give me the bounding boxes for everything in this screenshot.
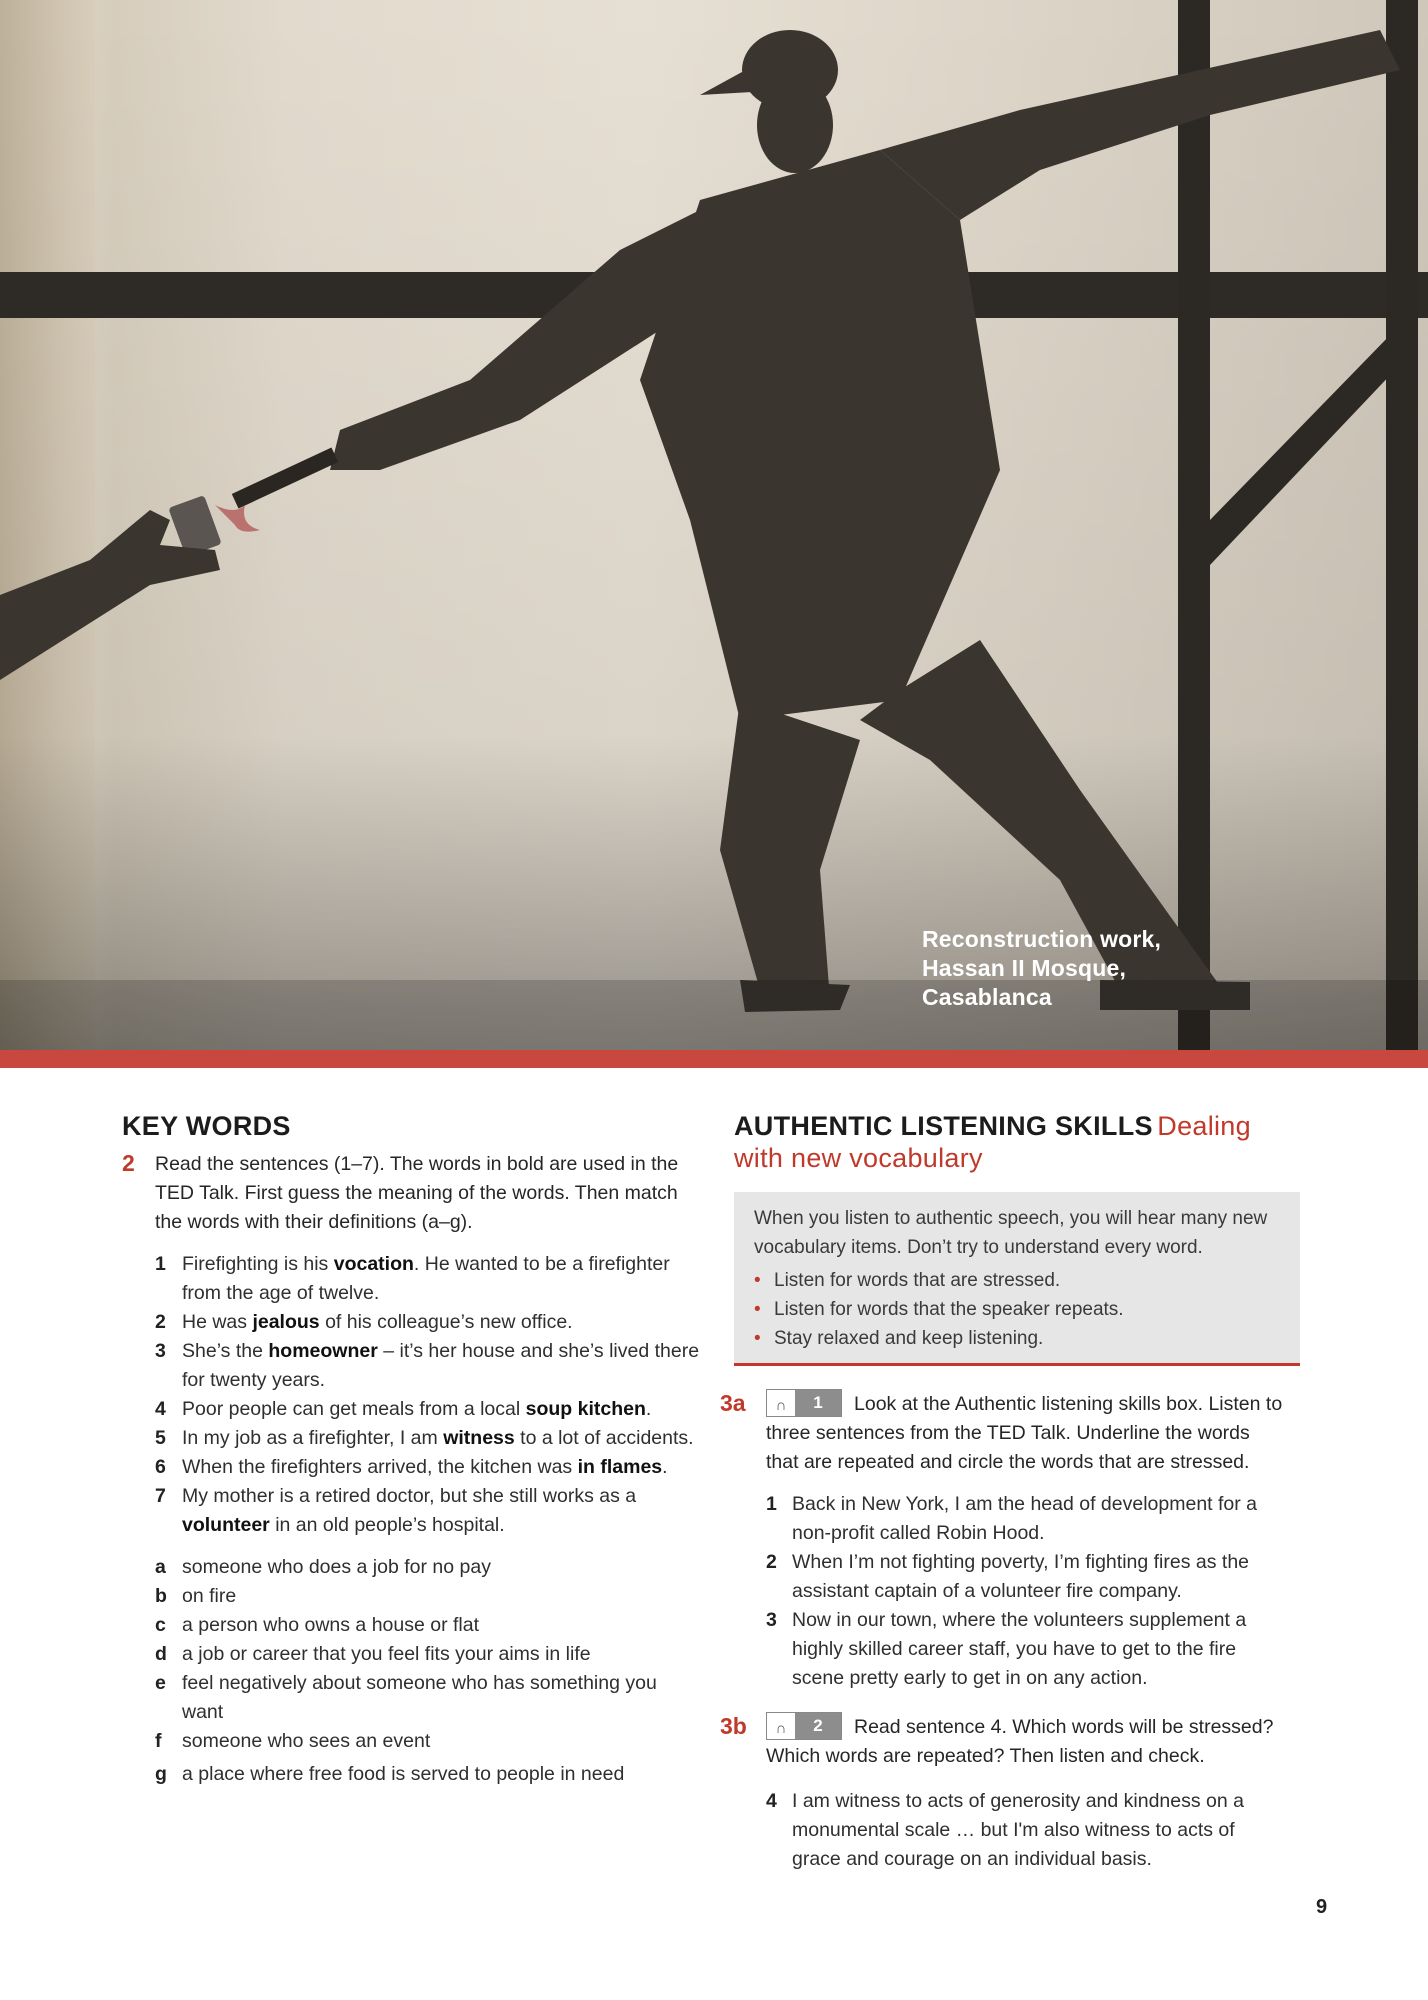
list-item: 1 Firefighting is his vocation. He wanted to be a firefighter from the age of twelve. (122, 1250, 702, 1308)
key-word: volunteer (182, 1514, 270, 1536)
bullet-icon: • (754, 1328, 761, 1349)
item-letter: g (155, 1763, 167, 1785)
tip-intro: When you listen to authentic speech, you will hear many new vocabulary items. Don’t try to understand every word. (754, 1208, 1268, 1258)
key-word: homeowner (268, 1340, 378, 1362)
tip-item: • Stay relaxed and keep listening. (754, 1324, 1280, 1353)
list-item: 4 I am witness to acts of generosity and kindness on a monumental scale … but I'm also witness to acts of grace and courage on an individual basis. (720, 1787, 1280, 1874)
listening-title: AUTHENTIC LISTENING SKILLS (734, 1111, 1153, 1141)
item-number: 6 (155, 1456, 166, 1478)
caption-line: Reconstruction work, (922, 926, 1162, 952)
listening-heading (720, 1110, 1294, 1174)
exercise-2 (122, 1150, 702, 1237)
skills-tip-box (734, 1192, 1300, 1366)
key-word: witness (443, 1427, 515, 1449)
list-item: 4 Poor people can get meals from a local soup kitchen. (122, 1395, 702, 1424)
list-item: 2 He was jealous of his colleague’s new office. (122, 1308, 702, 1337)
exercise-instruction: Read sentence 4. Which words will be stressed? Which words are repeated? Then listen and check. (766, 1716, 1274, 1767)
exercise-number: 3b (720, 1713, 747, 1739)
item-letter: d (155, 1643, 167, 1665)
audio-track-button[interactable] (766, 1389, 842, 1417)
key-word: in flames (577, 1456, 663, 1478)
list-item: f someone who sees an event (122, 1727, 702, 1756)
section-divider-band (0, 1050, 1428, 1068)
list-item: 7 My mother is a retired doctor, but she still works as a volunteer in an old people’s hospital. (122, 1482, 702, 1540)
sentence-list (122, 1250, 702, 1540)
list-item: c a person who owns a house or flat (122, 1611, 702, 1640)
sentence-list (720, 1787, 1280, 1874)
item-number: 1 (155, 1253, 166, 1275)
item-number: 2 (155, 1311, 166, 1333)
track-number: 1 (795, 1390, 841, 1416)
item-number: 4 (155, 1398, 166, 1420)
item-letter: f (155, 1730, 162, 1752)
list-item: e feel negatively about someone who has something you want (122, 1669, 702, 1727)
exercise-instruction: Look at the Authentic listening skills box. Listen to three sentences from the TED Talk. Underline the words that are repeated and circle the words that are stressed. (766, 1393, 1283, 1473)
exercise-instruction: Read the sentences (1–7). The words in bold are used in the TED Talk. First guess the meaning of the words. Then match the words with their definitions (a–g). (155, 1153, 679, 1233)
listening-section (720, 1110, 1310, 1874)
headphones-icon: ∩ (775, 1396, 787, 1414)
list-item: a someone who does a job for no pay (122, 1553, 702, 1582)
bullet-icon: • (754, 1299, 761, 1320)
key-words-section (122, 1110, 702, 1789)
item-number: 3 (766, 1609, 777, 1631)
item-letter: a (155, 1556, 166, 1578)
exercise-number: 3a (720, 1390, 746, 1416)
track-number: 2 (795, 1713, 841, 1739)
list-item: d a job or career that you feel fits your aims in life (122, 1640, 702, 1669)
page-number: 9 (1316, 1896, 1328, 1918)
item-number: 4 (766, 1790, 777, 1812)
list-item: 3 She’s the homeowner – it’s her house and she’s lived there for twenty years. (122, 1337, 702, 1395)
item-number: 3 (155, 1340, 166, 1362)
key-words-title: KEY WORDS (122, 1111, 291, 1141)
tip-item: • Listen for words that are stressed. (754, 1266, 1280, 1295)
caption-line: Casablanca (922, 984, 1052, 1010)
list-item: b on fire (122, 1582, 702, 1611)
key-word: soup kitchen (525, 1398, 646, 1420)
item-number: 2 (766, 1551, 777, 1573)
list-item: 3 Now in our town, where the volunteers supplement a highly skilled career staff, you have to get to the fire scene pretty early to get in on any action. (720, 1606, 1280, 1693)
tip-list (754, 1266, 1280, 1353)
item-letter: e (155, 1672, 166, 1694)
item-number: 7 (155, 1485, 166, 1507)
item-letter: b (155, 1585, 167, 1607)
item-number: 5 (155, 1427, 166, 1449)
exercise-number: 2 (122, 1150, 135, 1176)
audio-track-button[interactable] (766, 1712, 842, 1740)
headphones-icon: ∩ (775, 1719, 787, 1737)
sentence-list (720, 1490, 1280, 1693)
list-item: 6 When the firefighters arrived, the kitchen was in flames. (122, 1453, 702, 1482)
list-item: g a place where free food is served to people in need (122, 1760, 702, 1789)
listening-subtitle: Dealing with new vocabulary (734, 1111, 1251, 1173)
list-item: 5 In my job as a firefighter, I am witness to a lot of accidents. (122, 1424, 702, 1453)
item-letter: c (155, 1614, 166, 1636)
key-word: jealous (252, 1311, 320, 1333)
item-number: 1 (766, 1493, 777, 1515)
caption-line: Hassan II Mosque, (922, 955, 1127, 981)
key-word: vocation (333, 1253, 414, 1275)
list-item: 2 When I’m not fighting poverty, I’m fighting fires as the assistant captain of a volunteer fire company. (720, 1548, 1280, 1606)
bullet-icon: • (754, 1270, 761, 1291)
tip-item: • Listen for words that the speaker repeats. (754, 1295, 1280, 1324)
photo-caption (922, 925, 1182, 1012)
list-item: 1 Back in New York, I am the head of development for a non-profit called Robin Hood. (720, 1490, 1280, 1548)
exercise-3b (720, 1713, 1286, 1771)
exercise-3a (720, 1390, 1286, 1477)
definition-list (122, 1553, 702, 1789)
